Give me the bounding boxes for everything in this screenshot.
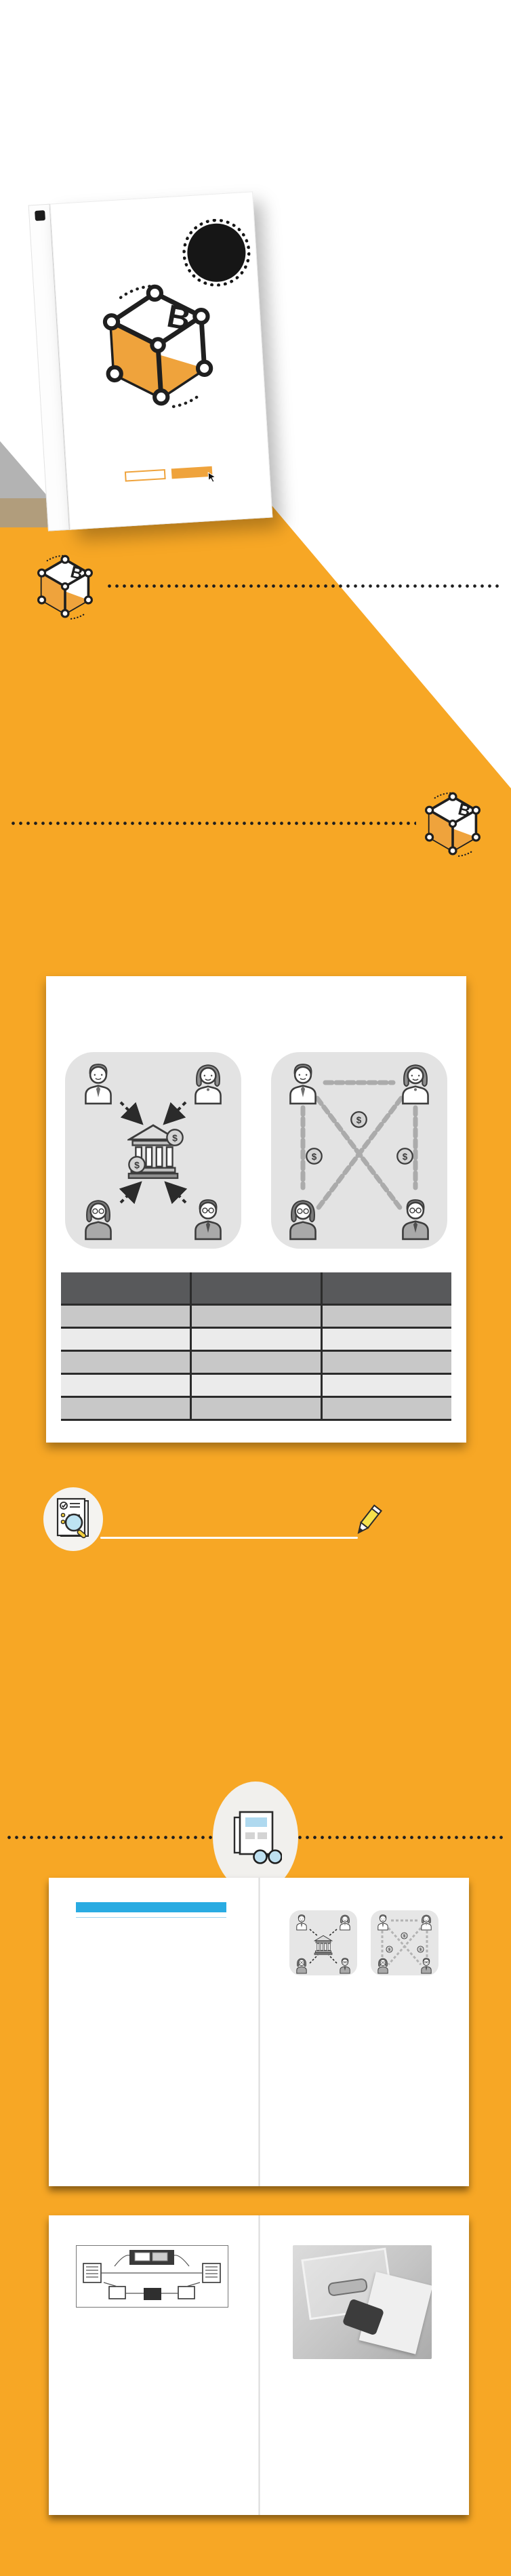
table-cell (192, 1329, 321, 1350)
table-cell (323, 1352, 451, 1373)
table-header-cell (192, 1272, 321, 1304)
learn-more-button (124, 469, 165, 482)
coin-icon (397, 1148, 413, 1164)
page-gutter (258, 2215, 260, 2515)
person-icon (403, 1065, 428, 1104)
mini-blockchain-box (371, 1910, 438, 1975)
spread1-right-page (287, 1902, 442, 1979)
checklist-icon-circle (43, 1487, 103, 1551)
book-inside-spread-1 (49, 1878, 469, 2186)
table-cell (61, 1375, 190, 1396)
blockchain-trade-diagram (271, 1052, 447, 1249)
table-cell (192, 1352, 321, 1373)
newspaper-icon-circle (213, 1782, 298, 1893)
book-front-cover (50, 191, 273, 529)
table-header-cell (323, 1272, 451, 1304)
dotted-line (106, 584, 503, 588)
person-icon (85, 1064, 110, 1104)
spread2-right-page (287, 2238, 442, 2362)
cursor-icon (207, 471, 218, 483)
cube-divider-right-icon (422, 792, 484, 857)
mini-diagram-left (287, 1908, 359, 1975)
table-cell (61, 1306, 190, 1327)
person-icon (195, 1200, 220, 1239)
coin-icon (351, 1112, 367, 1127)
table-cell (192, 1306, 321, 1327)
spread2-left-page (76, 2238, 230, 2316)
table-header-cell (61, 1272, 190, 1304)
comparison-card (46, 976, 466, 1443)
book-cover-mockup (28, 191, 273, 531)
table-cell (192, 1375, 321, 1396)
cover-author (66, 452, 268, 464)
person-icon (85, 1201, 110, 1239)
cover-english-title (66, 436, 267, 448)
page-gutter (258, 1878, 260, 2186)
cta-button (171, 466, 212, 479)
spread1-left-page (76, 1902, 230, 1924)
person-icon (290, 1064, 315, 1104)
table-cell (323, 1329, 451, 1350)
pencil-icon (352, 1504, 384, 1539)
table-cell (323, 1306, 451, 1327)
mini-diagram-right (369, 1908, 441, 1975)
mini-traditional-box (289, 1910, 357, 1975)
coin-icon (167, 1129, 182, 1145)
publisher-logo-icon (35, 210, 45, 221)
table-cell (192, 1398, 321, 1419)
cover-badge (180, 217, 252, 289)
table-cell (323, 1375, 451, 1396)
cube-divider-left-icon (34, 555, 96, 620)
intro-label (76, 1902, 226, 1912)
chain-divider-icon (33, 34, 480, 53)
cover-badge-inner (186, 222, 247, 283)
dotted-line (9, 822, 416, 825)
table-cell (323, 1398, 451, 1419)
dna-kit-photo (293, 2245, 432, 2359)
book-inside-spread-2 (49, 2215, 469, 2515)
checklist-magnifier-icon (52, 1497, 95, 1542)
coin-icon (129, 1156, 144, 1172)
traditional-trade-diagram (65, 1052, 241, 1249)
blockchain-comparison-table (61, 1272, 451, 1421)
mini-diagram (287, 1908, 442, 1975)
blockchain-cube-icon (95, 280, 221, 412)
divider (76, 1917, 226, 1918)
title-underline (100, 1537, 358, 1539)
person-icon (290, 1201, 315, 1239)
coin-icon (306, 1148, 322, 1164)
table-cell (61, 1329, 190, 1350)
table-cell (61, 1352, 190, 1373)
person-icon (403, 1200, 428, 1239)
newspaper-glasses-icon (229, 1807, 282, 1868)
cover-buttons (67, 463, 269, 485)
person-icon (195, 1065, 220, 1104)
ksm-flowchart-figure (76, 2245, 228, 2308)
table-cell (61, 1398, 190, 1419)
hero-title (285, 263, 488, 293)
